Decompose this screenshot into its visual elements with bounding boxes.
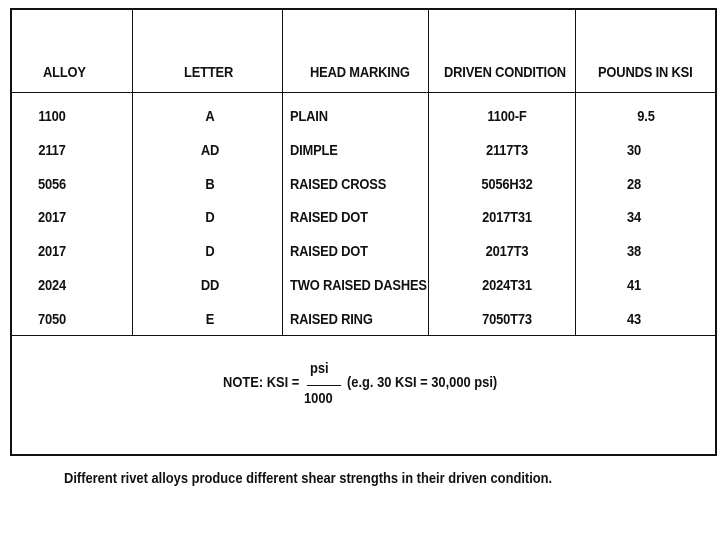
table-cell: 2024T31 (482, 277, 532, 294)
table-cell: 5056 (37, 176, 67, 193)
table-cell: 2117T3 (485, 142, 529, 159)
header-pounds-in-ksi: POUNDS IN KSI (598, 64, 693, 81)
table-cell: RAISED DOT (290, 243, 368, 260)
table-cell: 30 (626, 142, 642, 159)
figure-caption: Different rivet alloys produce different shear strengths in their driven condition. (64, 470, 553, 487)
table-cell: 1100 (38, 108, 66, 125)
header-driven-condition: DRIVEN CONDITION (444, 64, 566, 81)
table-cell: AD (200, 142, 220, 159)
table-cell: 2017T31 (482, 209, 532, 226)
table-cell: PLAIN (290, 108, 328, 125)
table-cell: D (205, 243, 215, 260)
table-cell: RAISED DOT (290, 209, 368, 226)
note-example: (e.g. 30 KSI = 30,000 psi) (347, 374, 498, 391)
table-cell: 2017 (37, 243, 67, 260)
note-denominator: 1000 (304, 390, 333, 407)
note-divider (12, 335, 715, 336)
table-cell: B (205, 176, 215, 193)
header-divider (12, 92, 715, 93)
column-divider (575, 10, 576, 336)
table-cell: 7050T73 (482, 311, 532, 328)
table-cell: A (205, 108, 215, 125)
table-cell: 41 (626, 277, 642, 294)
table-cell: 2017 (37, 209, 67, 226)
table-cell: 38 (626, 243, 642, 260)
column-divider (428, 10, 429, 336)
header-alloy: ALLOY (43, 64, 86, 81)
table-cell: E (205, 311, 215, 328)
table-cell: 2017T3 (485, 243, 529, 260)
rivet-alloy-table (10, 8, 717, 456)
table-cell: 43 (626, 311, 642, 328)
table-cell: 34 (626, 209, 642, 226)
table-cell: 9.5 (637, 108, 655, 125)
table-cell: 28 (626, 176, 642, 193)
note-prefix: NOTE: KSI = (223, 374, 300, 391)
table-cell: 2024 (37, 277, 67, 294)
table-cell: 2117 (38, 142, 66, 159)
table-cell: RAISED RING (290, 311, 373, 328)
table-cell: TWO RAISED DASHES (290, 277, 427, 294)
table-cell: 5056H32 (481, 176, 533, 193)
column-divider (132, 10, 133, 336)
header-letter: LETTER (184, 64, 234, 81)
table-cell: D (205, 209, 215, 226)
fraction-bar (307, 385, 341, 386)
column-divider (282, 10, 283, 336)
table-cell: RAISED CROSS (290, 176, 387, 193)
header-head-marking: HEAD MARKING (310, 64, 410, 81)
table-cell: 7050 (37, 311, 67, 328)
note-numerator: psi (310, 360, 329, 377)
table-cell: 1100-F (487, 108, 527, 125)
table-cell: DIMPLE (290, 142, 338, 159)
table-cell: DD (200, 277, 220, 294)
